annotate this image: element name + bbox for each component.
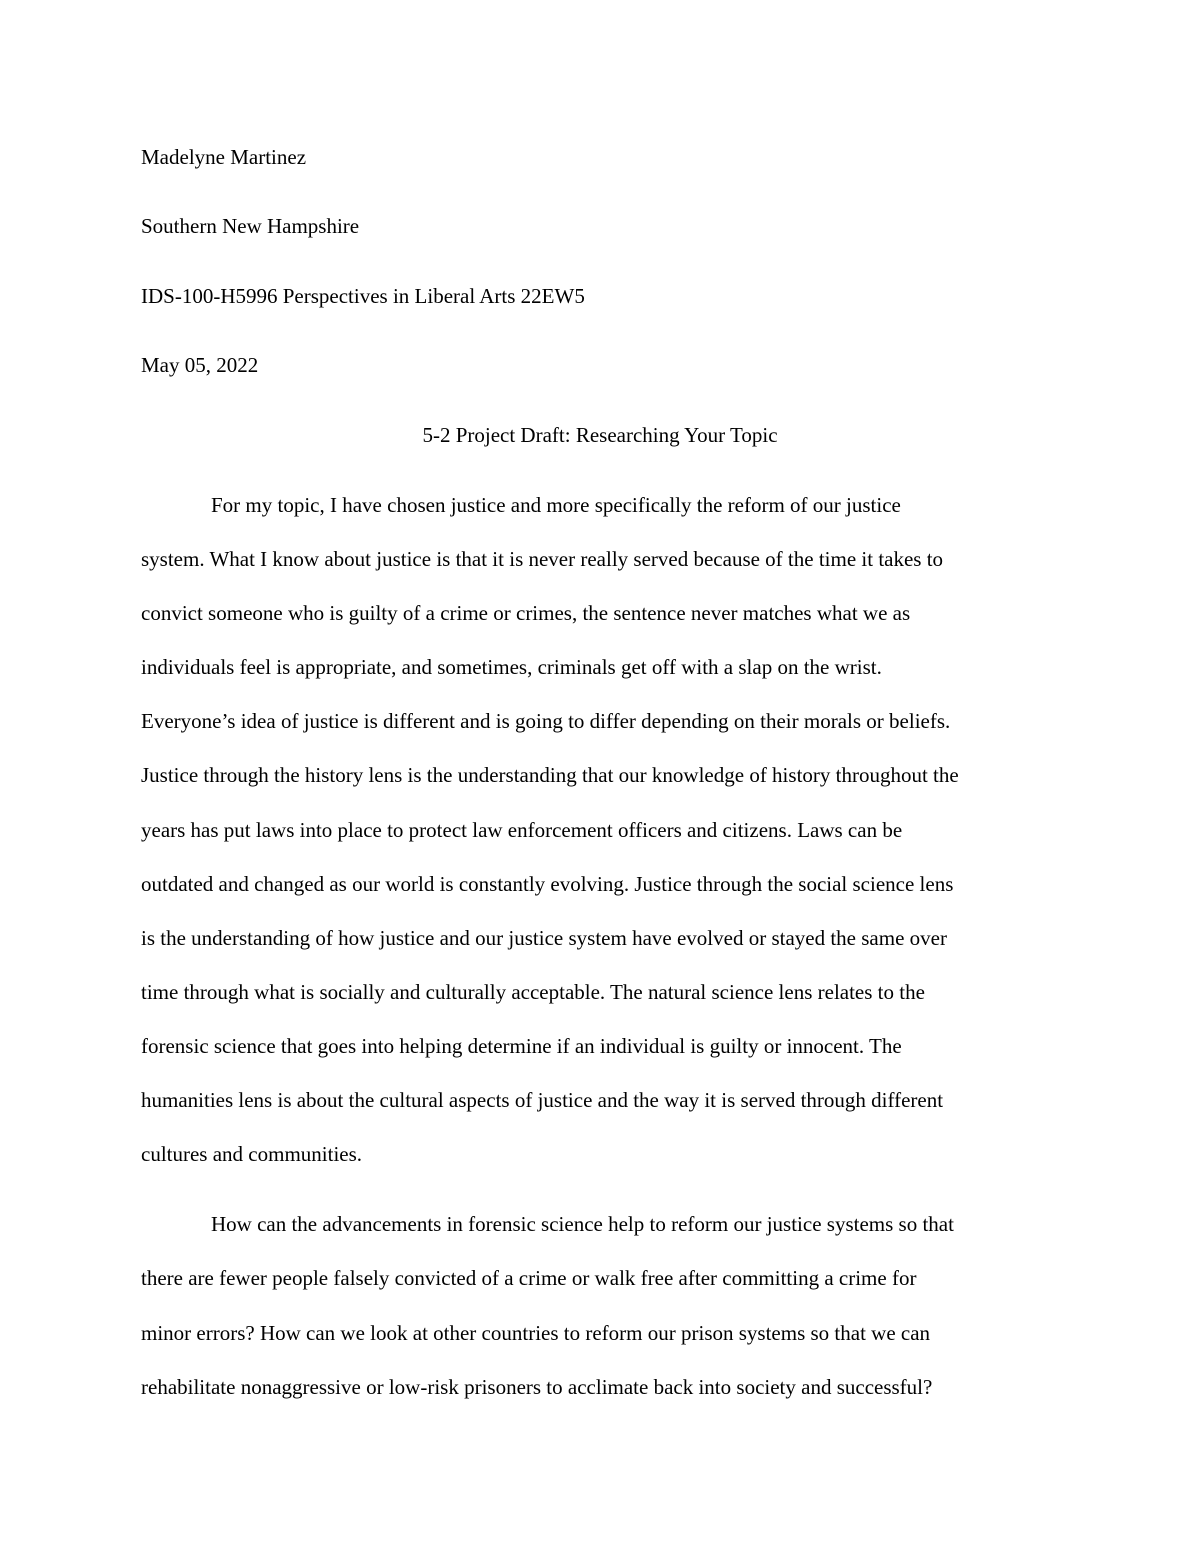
paragraph-line: Everyone’s idea of justice is different and is going to differ depending on their morals or beliefs. bbox=[141, 709, 951, 733]
paragraph-line: Justice through the history lens is the understanding that our knowledge of history throughout the bbox=[141, 763, 959, 787]
paragraph-line: system. What I know about justice is that it is never really served because of the time it takes to bbox=[141, 547, 944, 571]
author-name: Madelyne Martinez bbox=[141, 145, 307, 169]
paragraph-line: convict someone who is guilty of a crime or crimes, the sentence never matches what we as bbox=[141, 601, 911, 625]
paragraph-line: there are fewer people falsely convicted of a crime or walk free after committing a crime for bbox=[141, 1266, 917, 1290]
paragraph-line: cultures and communities. bbox=[141, 1142, 363, 1166]
document-date: May 05, 2022 bbox=[141, 353, 259, 377]
paragraph-line: forensic science that goes into helping determine if an individual is guilty or innocent. The bbox=[141, 1034, 902, 1058]
paragraph-line: minor errors? How can we look at other countries to reform our prison systems so that we can bbox=[141, 1321, 931, 1345]
paragraph-line: time through what is socially and culturally acceptable. The natural science lens relates to the bbox=[141, 980, 925, 1004]
paragraph-line: outdated and changed as our world is constantly evolving. Justice through the social science lens bbox=[141, 872, 954, 896]
paragraph-line: humanities lens is about the cultural aspects of justice and the way it is served through different bbox=[141, 1088, 944, 1112]
paragraph-line: How can the advancements in forensic science help to reform our justice systems so that bbox=[211, 1212, 954, 1236]
course-name: IDS-100-H5996 Perspectives in Liberal Arts 22EW5 bbox=[141, 284, 585, 308]
paragraph-line: is the understanding of how justice and our justice system have evolved or stayed the same over bbox=[141, 926, 947, 950]
institution-name: Southern New Hampshire bbox=[141, 214, 360, 238]
document-title: 5-2 Project Draft: Researching Your Topic bbox=[422, 423, 778, 447]
paragraph-line: rehabilitate nonaggressive or low-risk prisoners to acclimate back into society and successful? bbox=[141, 1375, 933, 1399]
paragraph-line: years has put laws into place to protect law enforcement officers and citizens. Laws can be bbox=[141, 818, 903, 842]
paragraph-line: individuals feel is appropriate, and sometimes, criminals get off with a slap on the wrist. bbox=[141, 655, 882, 679]
paragraph-line: For my topic, I have chosen justice and more specifically the reform of our justice bbox=[211, 493, 901, 517]
